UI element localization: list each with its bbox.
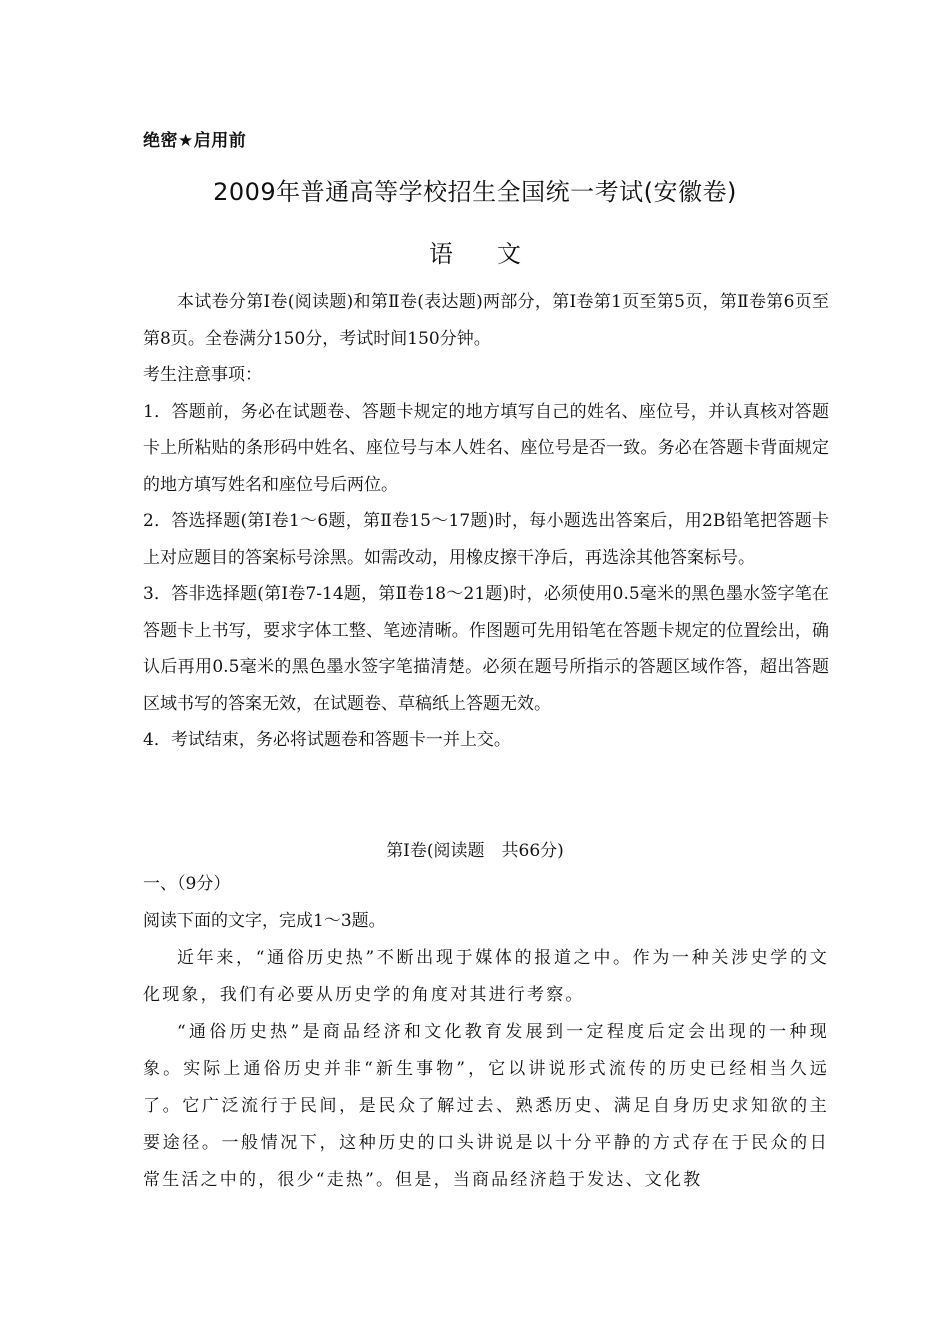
reading-section xyxy=(143,866,829,1199)
notice-heading: 考生注意事项： xyxy=(143,365,262,385)
article-paragraph-2: “通俗历史热”是商品经济和文化教育发展到一定程度后定会出现的一种现象。实际上通俗历史并非“新生事物”，它以讲说形式流传的历史已经相当久远了。它广泛流行于民间，是民众了解过去、熟悉历史、满足自身历史求知欲的主要途径。一般情况下，这种历史的口头讲说是以十分平静的方式存在于民众的日常生活之中的，很少“走热”。但是，当商品经济趋于发达、文化教 xyxy=(143,1022,829,1190)
exam-instructions xyxy=(143,284,829,759)
notice-item-2: 2．答选择题(第Ⅰ卷1～6题，第Ⅱ卷15～17题)时，每小题选出答案后，用2B铅笔把答题卡上对应题目的答案标号涂黑。如需改动，用橡皮擦干净后，再选涂其他答案标号。 xyxy=(143,511,829,568)
reading-instruction: 阅读下面的文字，完成1～3题。 xyxy=(143,911,386,931)
section-heading: 第Ⅰ卷(阅读题 共66分) xyxy=(386,841,564,861)
subject-title: 语文 xyxy=(429,240,565,268)
article-paragraph-1: 近年来，“通俗历史热”不断出现于媒体的报道之中。作为一种关涉史学的文化现象，我们有必要从历史学的角度对其进行考察。 xyxy=(143,948,829,1005)
notice-item-4: 4．考试结束，务必将试题卷和答题卡一并上交。 xyxy=(143,730,511,750)
notice-item-1: 1．答题前，务必在试题卷、答题卡规定的地方填写自己的姓名、座位号，并认真核对答题卡上所粘贴的条形码中姓名、座位号与本人姓名、座位号是否一致。务必在答题卡背面规定的地方填写姓名和座位号后两位。 xyxy=(143,401,829,495)
notice-item-3: 3．答非选择题(第Ⅰ卷7-14题，第Ⅱ卷18～21题)时，必须使用0.5毫米的黑色墨水签字笔在答题卡上书写，要求字体工整、笔迹清晰。作图题可先用铅笔在答题卡规定的位置绘出，确认后再用0.5毫米的黑色墨水签字笔描清楚。必须在题号所指示的答题区域作答，超出答题区域书写的答案无效，在试题卷、草稿纸上答题无效。 xyxy=(143,584,829,714)
intro-paragraph: 本试卷分第Ⅰ卷(阅读题)和第Ⅱ卷(表达题)两部分，第Ⅰ卷第1页至第5页，第Ⅱ卷第6页至第8页。全卷满分150分，考试时间150分钟。 xyxy=(143,292,829,349)
exam-title: 2009年普通高等学校招生全国统一考试(安徽卷) xyxy=(213,178,737,206)
secret-mark: 绝密★启用前 xyxy=(143,131,247,151)
part-label: 一、（9分） xyxy=(143,874,231,894)
